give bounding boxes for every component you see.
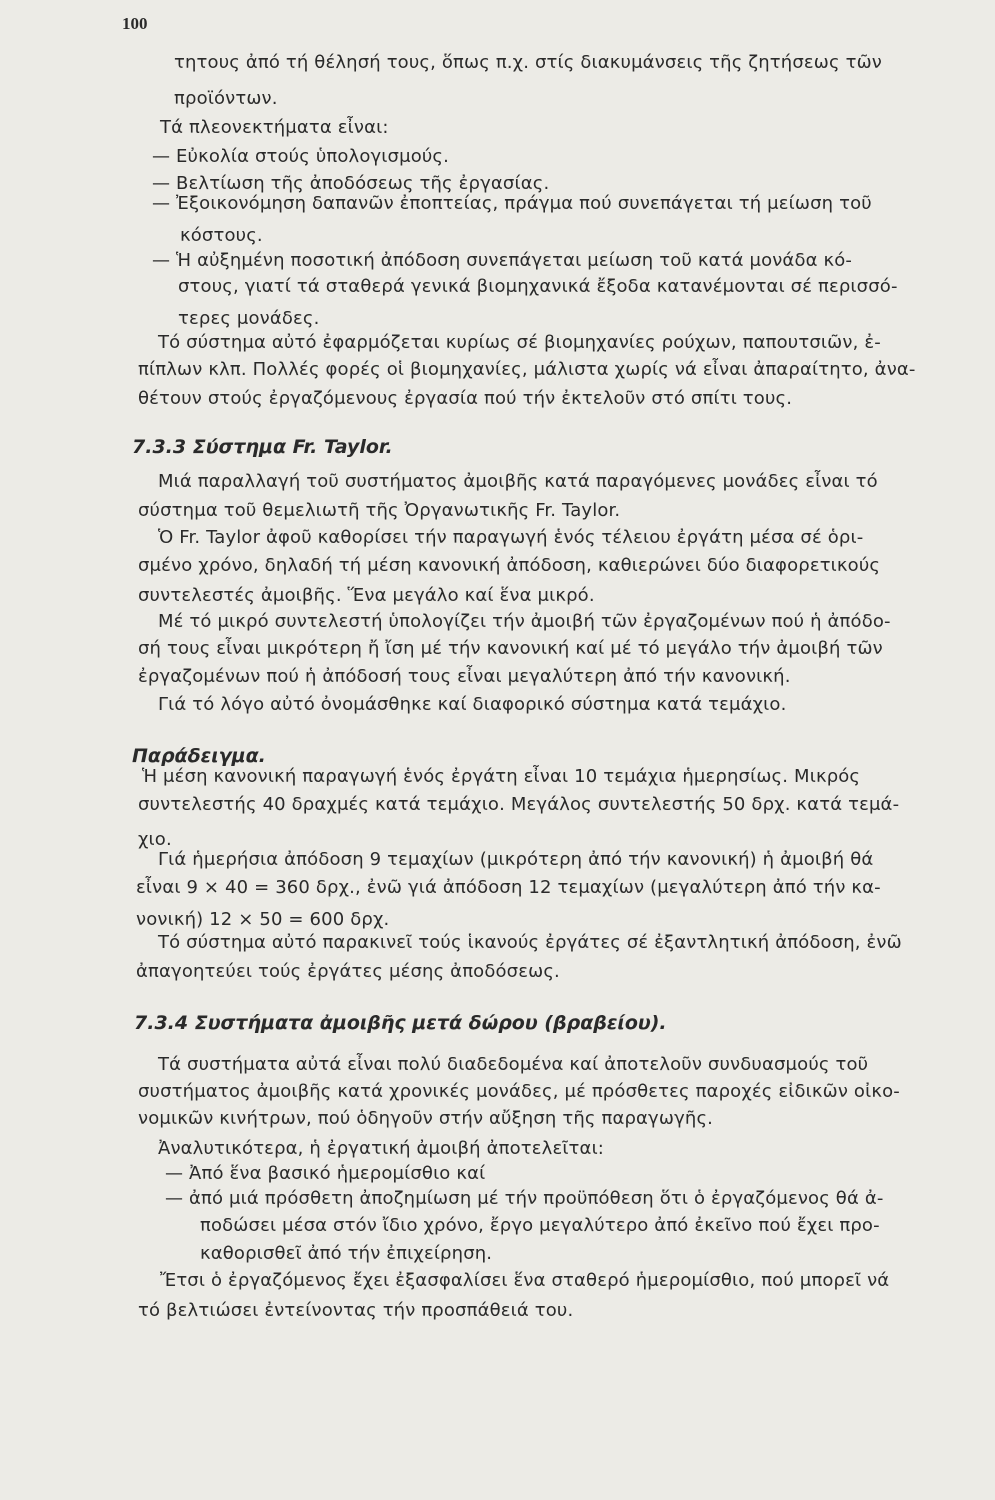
text-line: σμένο χρόνο, δηλαδή τή μέση κανονική ἀπόδοση, καθιερώνει δύο διαφορετικούς <box>138 555 881 576</box>
text-line: Τά συστήματα αὐτά εἶναι πολύ διαδεδομένα καί ἀποτελοῦν συνδυασμούς τοῦ <box>158 1054 869 1075</box>
list-item: — Εὐκολία στούς ὑπολογισμούς. <box>152 146 450 167</box>
text-line: συστήματος ἀμοιβῆς κατά χρονικές μονάδες, μέ πρόσθετες παροχές εἰδικῶν οἰκο- <box>138 1081 900 1102</box>
example-heading: Παράδειγμα. <box>132 745 266 767</box>
text-line: Ὁ Fr. Taylor ἀφοῦ καθορίσει τήν παραγωγή ἑνός τέλειου ἐργάτη μέσα σέ ὁρι- <box>158 527 864 548</box>
text-line: χιο. <box>138 829 172 850</box>
text-line: σή τους εἶναι μικρότερη ἤ ἴση μέ τήν κανονική καί μέ τό μεγάλο τήν ἀμοιβή τῶν <box>138 638 883 659</box>
text-line: Μιά παραλλαγή τοῦ συστήματος ἀμοιβῆς κατά παραγόμενες μονάδες εἶναι τό <box>158 471 878 492</box>
text-line: Ἔτσι ὁ ἐργαζόμενος ἔχει ἐξασφαλίσει ἕνα σταθερό ἡμερομίσθιο, πού μπορεῖ νά <box>160 1270 890 1291</box>
text-line: νονική) 12 × 50 = 600 δρχ. <box>136 909 390 930</box>
text-line: ποδώσει μέσα στόν ἴδιο χρόνο, ἔργο μεγαλύτερο ἀπό ἐκεῖνο πού ἔχει προ- <box>200 1215 880 1236</box>
text-line: Τό σύστημα αὐτό ἐφαρμόζεται κυρίως σέ βιομηχανίες ρούχων, παπουτσιῶν, ἐ- <box>158 332 881 353</box>
text-line: νομικῶν κινήτρων, πού ὁδηγοῦν στήν αὔξηση τῆς παραγωγῆς. <box>138 1108 714 1129</box>
text-line: Ἀναλυτικότερα, ἡ ἐργατική ἀμοιβή ἀποτελεῖται: <box>158 1138 605 1159</box>
text-line: προϊόντων. <box>174 88 278 109</box>
section-heading: 7.3.4 Συστήματα ἀμοιβῆς μετά δώρου (βραβείου). <box>134 1012 667 1034</box>
list-item: — Βελτίωση τῆς ἀποδόσεως τῆς ἐργασίας. <box>152 173 550 194</box>
list-item: — Ἡ αὐξημένη ποσοτική ἀπόδοση συνεπάγεται μείωση τοῦ κατά μονάδα κό- <box>152 250 853 271</box>
text-line: εἶναι 9 × 40 = 360 δρχ., ἐνῶ γιά ἀπόδοση 12 τεμαχίων (μεγαλύτερη ἀπό τήν κα- <box>136 877 881 898</box>
list-item: — Ἐξοικονόμηση δαπανῶν ἐποπτείας, πράγμα πού συνεπάγεται τή μείωση τοῦ <box>152 193 872 214</box>
text-line: κόστους. <box>180 225 263 246</box>
text-line: τερες μονάδες. <box>178 308 320 329</box>
text-line: σύστημα τοῦ θεμελιωτῆ τῆς Ὀργανωτικῆς Fr. Taylor. <box>138 500 621 521</box>
text-line: συντελεστές ἀμοιβῆς. Ἕνα μεγάλο καί ἕνα μικρό. <box>138 585 595 606</box>
text-line: ἀπαγοητεύει τούς ἐργάτες μέσης ἀποδόσεως. <box>136 961 560 982</box>
text-line: Γιά τό λόγο αὐτό ὀνομάσθηκε καί διαφορικό σύστημα κατά τεμάχιο. <box>158 694 787 715</box>
text-line: στους, γιατί τά σταθερά γενικά βιομηχανικά ἔξοδα κατανέμονται σέ περισσό- <box>178 276 898 297</box>
text-line: ἐργαζομένων πού ἡ ἀπόδοσή τους εἶναι μεγαλύτερη ἀπό τήν κανονική. <box>138 666 791 687</box>
text-line: Μέ τό μικρό συντελεστή ὑπολογίζει τήν ἀμοιβή τῶν ἐργαζομένων πού ἡ ἀπόδο- <box>158 611 891 632</box>
text-line: τητους ἀπό τή θέλησή τους, ὅπως π.χ. στίς διακυμάνσεις τῆς ζητήσεως τῶν <box>174 52 883 73</box>
text-line: Τά πλεονεκτήματα εἶναι: <box>160 117 389 138</box>
text-line: τό βελτιώσει ἐντείνοντας τήν προσπάθειά του. <box>138 1300 574 1321</box>
list-item: — ἀπό μιά πρόσθετη ἀποζημίωση μέ τήν προϋπόθεση ὅτι ὁ ἐργαζόμενος θά ἀ- <box>165 1188 884 1209</box>
page-number: 100 <box>122 14 148 33</box>
text-line: Ἡ μέση κανονική παραγωγή ἑνός ἐργάτη εἶναι 10 τεμάχια ἡμερησίως. Μικρός <box>142 766 861 787</box>
text-line: συντελεστής 40 δραχμές κατά τεμάχιο. Μεγάλος συντελεστής 50 δρχ. κατά τεμά- <box>138 794 900 815</box>
list-item: — Ἀπό ἕνα βασικό ἡμερομίσθιο καί <box>165 1163 486 1184</box>
text-line: πίπλων κλπ. Πολλές φορές οἱ βιομηχανίες, μάλιστα χωρίς νά εἶναι ἀπαραίτητο, ἀνα- <box>138 359 916 380</box>
text-line: Γιά ἡμερήσια ἀπόδοση 9 τεμαχίων (μικρότερη ἀπό τήν κανονική) ἡ ἀμοιβή θά <box>158 849 874 870</box>
text-line: θέτουν στούς ἐργαζόμενους ἐργασία πού τήν ἐκτελοῦν στό σπίτι τους. <box>138 388 793 409</box>
text-line: καθορισθεῖ ἀπό τήν ἐπιχείρηση. <box>200 1243 493 1264</box>
section-heading: 7.3.3 Σύστημα Fr. Taylor. <box>132 436 393 458</box>
text-line: Τό σύστημα αὐτό παρακινεῖ τούς ἱκανούς ἐργάτες σέ ἐξαντλητική ἀπόδοση, ἐνῶ <box>158 932 902 953</box>
